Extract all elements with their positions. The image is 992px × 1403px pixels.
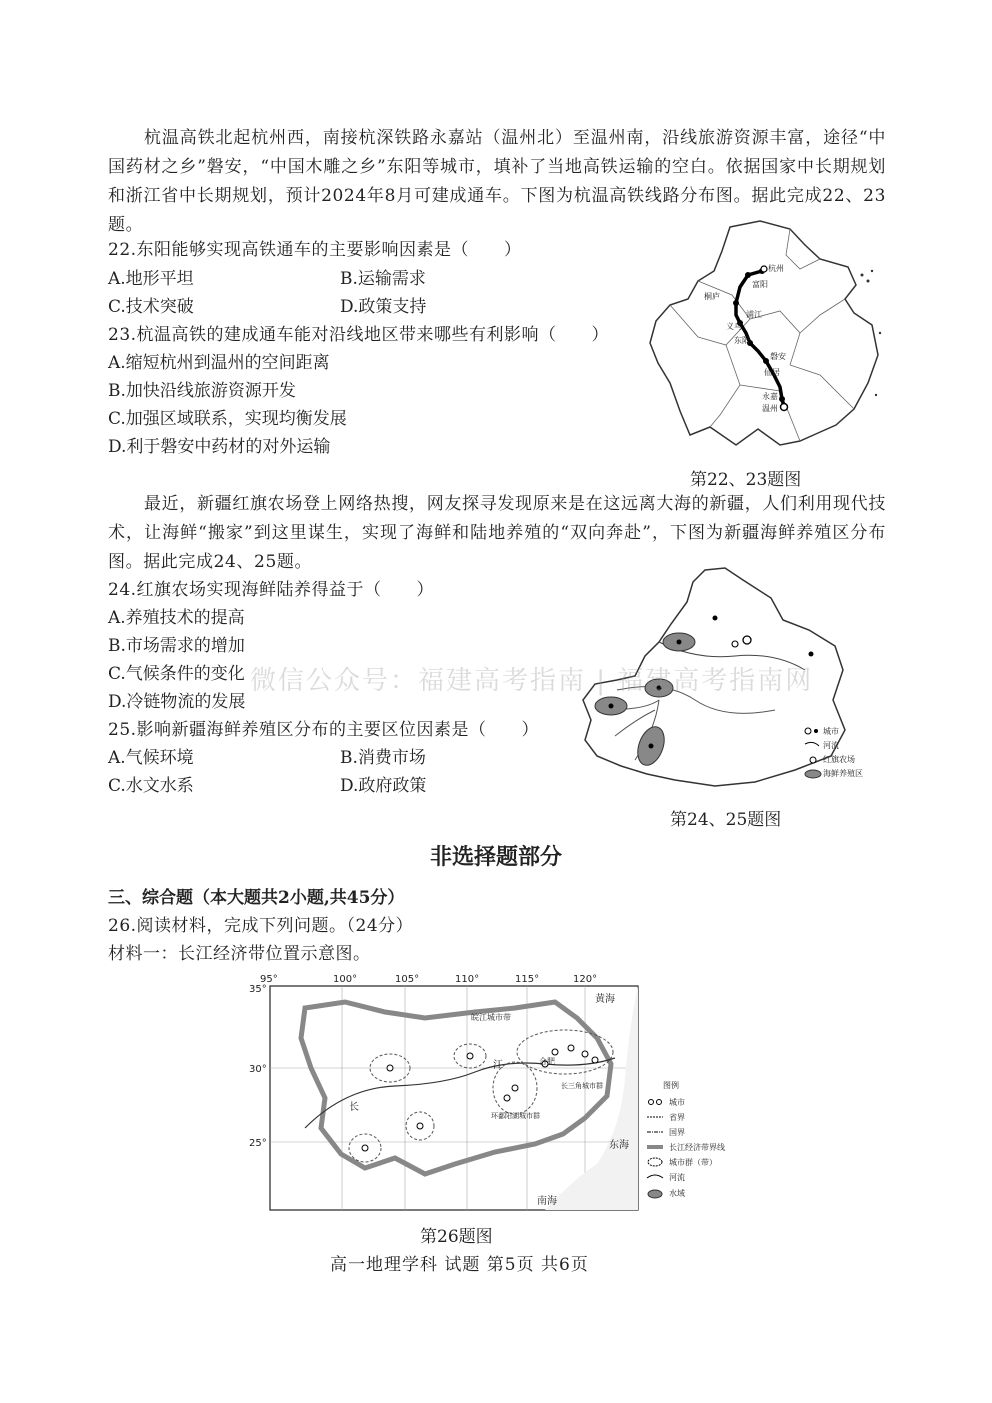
svg-text:河流: 河流 xyxy=(669,1173,685,1182)
svg-text:海鲜养殖区: 海鲜养殖区 xyxy=(823,769,863,778)
svg-text:城市: 城市 xyxy=(823,727,839,736)
q24-option-d: D.冷链物流的发展 xyxy=(108,692,246,712)
section-title: 非选择题部分 xyxy=(429,845,562,870)
label-pujiang: 浦江 xyxy=(746,310,762,319)
label-east-sea: 东海 xyxy=(609,1140,629,1151)
q24-option-b: B.市场需求的增加 xyxy=(108,636,245,656)
q23-option-b: B.加快沿线旅游资源开发 xyxy=(108,381,296,401)
q25-option-d: D.政府政策 xyxy=(340,776,427,796)
yangtze-economic-belt-map xyxy=(245,968,755,1218)
label-dongyang: 东阳 xyxy=(734,336,750,345)
material-1: 材料一：长江经济带位置示意图。 xyxy=(108,944,371,964)
lon-95: 95° xyxy=(260,974,278,985)
map1-caption: 第22、23题图 xyxy=(690,470,802,490)
question-22-stem: 22.东阳能够实现高铁通车的主要影响因素是（ ） xyxy=(108,240,522,260)
q24-option-c: C.气候条件的变化 xyxy=(108,664,245,684)
label-panan: 磐安 xyxy=(770,352,786,361)
lon-105: 105° xyxy=(395,974,420,985)
svg-text:图例: 图例 xyxy=(663,1081,679,1090)
q23-option-d: D.利于磐安中药材的对外运输 xyxy=(108,437,331,457)
label-wanjiang: 皖江城市带 xyxy=(471,1013,511,1022)
label-fuyang: 富阳 xyxy=(752,280,768,289)
label-jiang: 江 xyxy=(493,1060,503,1071)
q23-option-a: A.缩短杭州到温州的空间距离 xyxy=(108,353,330,373)
q23-option-c: C.加强区域联系，实现均衡发展 xyxy=(108,409,347,429)
q22-option-a: A.地形平坦 xyxy=(108,269,194,289)
label-hangzhou: 杭州 xyxy=(768,264,784,273)
passage-1: 杭温高铁北起杭州西，南接杭深铁路永嘉站（温州北）至温州南，沿线旅游资源丰富，途径“中国药材之乡”磐安，“中国木雕之乡”东阳等城市，填补了当地高铁运输的空白。依据国家中长期规划和浙江省中长期规划，预计2024年8月可建成通车。下图为杭温高铁线路分布图。据此完成22、23题。 xyxy=(108,128,886,235)
passage-2: 最近，新疆红旗农场登上网络热搜，网友探寻发现原来是在这远离大海的新疆，人们利用现代技术，让海鲜“搬家”到这里谋生，实现了海鲜和陆地养殖的“双向奔赴”，下图为新疆海鲜养殖区分布图。据此完成24、25题。 xyxy=(108,494,886,572)
label-yrd: 长三角城市群 xyxy=(561,1082,603,1090)
question-23-stem: 23.杭温高铁的建成通车能对沿线地区带来哪些有利影响（ ） xyxy=(108,325,610,345)
page-footer: 高一地理学科 试题 第5页 共6页 xyxy=(330,1255,589,1275)
svg-text:国界: 国界 xyxy=(669,1128,685,1137)
label-xianju: 仙居 xyxy=(764,368,780,377)
yangtze-river xyxy=(305,1058,615,1128)
q25-option-b: B.消费市场 xyxy=(340,748,426,768)
label-hefei: 合肥 xyxy=(539,1057,555,1066)
q25-option-c: C.水文水系 xyxy=(108,776,194,796)
question-25-stem: 25.影响新疆海鲜养殖区分布的主要区位因素是（ ） xyxy=(108,720,540,740)
label-yellow-sea: 黄海 xyxy=(595,994,615,1005)
farm-areas xyxy=(595,633,695,769)
lat-35: 35° xyxy=(249,984,267,995)
hangwen-railway-map xyxy=(640,215,890,455)
svg-text:河流: 河流 xyxy=(823,741,839,750)
map3-caption: 第26题图 xyxy=(420,1227,493,1247)
lat-30: 30° xyxy=(249,1064,267,1075)
svg-text:水域: 水域 xyxy=(669,1189,685,1198)
lon-120: 120° xyxy=(573,974,598,985)
q24-option-a: A.养殖技术的提高 xyxy=(108,608,245,628)
map3-legend xyxy=(647,1080,725,1198)
svg-text:长江经济带界线: 长江经济带界线 xyxy=(669,1143,725,1152)
label-south-sea: 南海 xyxy=(537,1196,557,1207)
section-heading: 三、综合题（本大题共2小题,共45分） xyxy=(108,888,405,908)
svg-text:城市群（带）: 城市群（带） xyxy=(669,1158,717,1167)
q22-option-b: B.运输需求 xyxy=(340,269,426,289)
lon-100: 100° xyxy=(333,974,358,985)
q22-option-c: C.技术突破 xyxy=(108,297,194,317)
svg-text:红旗农场: 红旗农场 xyxy=(823,755,855,764)
lon-115: 115° xyxy=(515,974,540,985)
label-chang: 长 xyxy=(349,1102,359,1113)
q22-option-d: D.政策支持 xyxy=(340,297,427,317)
label-poyang: 环鄱阳湖城市群 xyxy=(491,1112,540,1120)
svg-text:省界: 省界 xyxy=(669,1113,685,1122)
label-wenzhou: 温州 xyxy=(762,404,778,413)
watermark: 微信公众号：福建高考指南 | 福建高考指南网 xyxy=(250,666,814,696)
question-26-stem: 26.阅读材料，完成下列问题。（24分） xyxy=(108,916,414,936)
q25-option-a: A.气候环境 xyxy=(108,748,194,768)
lat-25: 25° xyxy=(249,1138,267,1149)
label-yiwu: 义乌 xyxy=(726,322,742,331)
svg-text:城市: 城市 xyxy=(669,1098,685,1107)
label-yongjia: 永嘉 xyxy=(762,392,778,401)
lon-110: 110° xyxy=(455,974,480,985)
label-tonglu: 桐庐 xyxy=(704,292,720,301)
map2-caption: 第24、25题图 xyxy=(670,810,782,830)
question-24-stem: 24.红旗农场实现海鲜陆养得益于（ ） xyxy=(108,580,435,600)
